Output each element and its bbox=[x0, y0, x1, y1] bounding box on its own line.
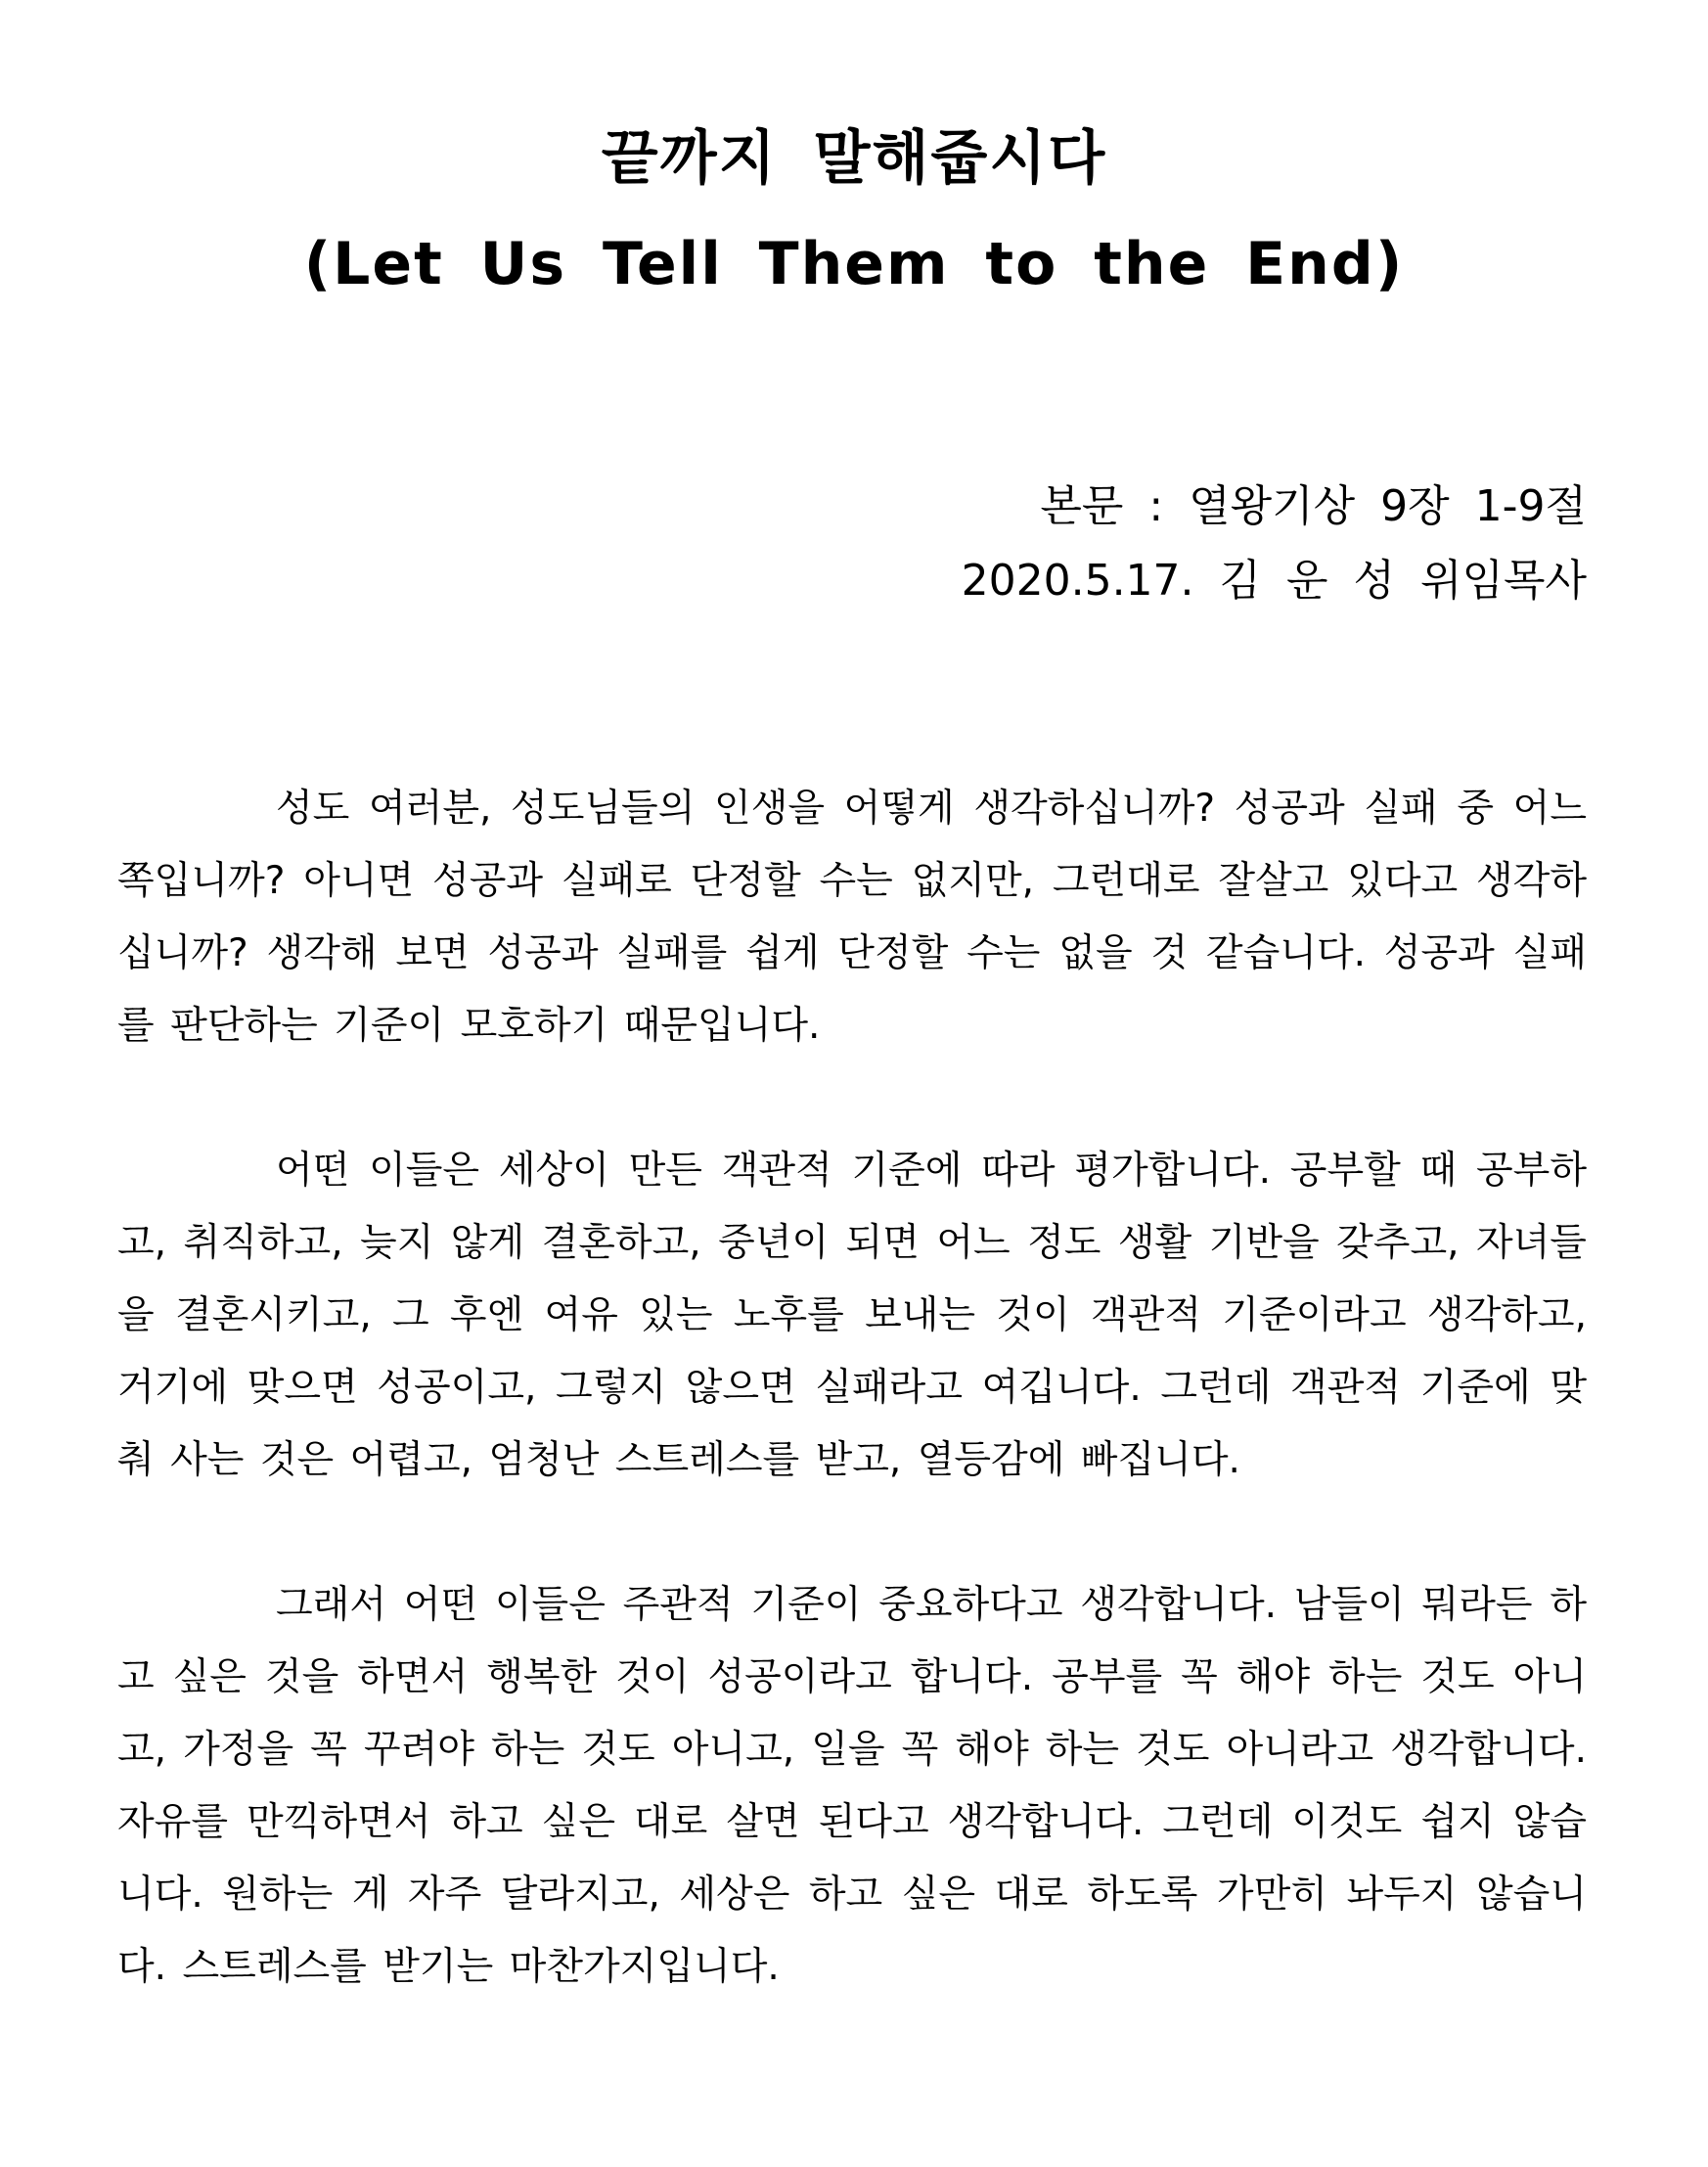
title-block bbox=[0, 106, 1708, 317]
sermon-meta bbox=[962, 470, 1587, 618]
body-text bbox=[117, 773, 1587, 2076]
date-author: 2020.5.17. 김 운 성 위임목사 bbox=[961, 556, 1587, 606]
page-subtitle: (Let Us Tell Them to the End) bbox=[303, 230, 1405, 298]
paragraph: 성도 여러분, 성도님들의 인생을 어떻게 생각하십니까? 성공과 실패 중 어느 쪽입니까? 아니면 성공과 실패로 단정할 수는 없지만, 그런대로 잘살고 있다고 생각하십니까? 생각해 보면 성공과 실패를 쉽게 단정할 수는 없을 것 같습니다. 성공과 실패를 판단하는 기준이 모호하기 때문입니다. bbox=[117, 787, 1587, 1048]
paragraph: 그래서 어떤 이들은 주관적 기준이 중요하다고 생각합니다. 남들이 뭐라든 하고 싶은 것을 하면서 행복한 것이 성공이라고 합니다. 공부를 꼭 해야 하는 것도 아니고, 가정을 꼭 꾸려야 하는 것도 아니고, 일을 꼭 해야 하는 것도 아니라고 생각합니다. 자유를 만끽하면서 하고 싶은 대로 살면 된다고 생각합니다. 그런데 이것도 쉽지 않습니다. 원하는 게 자주 달라지고, 세상은 하고 싶은 대로 하도록 가만히 놔두지 않습니다. 스트레스를 받기는 마찬가지입니다. bbox=[117, 1583, 1587, 1989]
paragraph: 어떤 이들은 세상이 만든 객관적 기준에 따라 평가합니다. 공부할 때 공부하고, 취직하고, 늦지 않게 결혼하고, 중년이 되면 어느 정도 생활 기반을 갖추고, 자녀들을 결혼시키고, 그 후엔 여유 있는 노후를 보내는 것이 객관적 기준이라고 생각하고, 거기에 맞으면 성공이고, 그렇지 않으면 실패라고 여깁니다. 그런데 객관적 기준에 맞춰 사는 것은 어렵고, 엄청난 스트레스를 받고, 열등감에 빠집니다. bbox=[117, 1149, 1587, 1482]
scripture-reference: 본문 : 열왕기상 9장 1-9절 bbox=[1040, 481, 1587, 531]
page-title: 끝까지 말해줍시다 bbox=[601, 124, 1107, 193]
